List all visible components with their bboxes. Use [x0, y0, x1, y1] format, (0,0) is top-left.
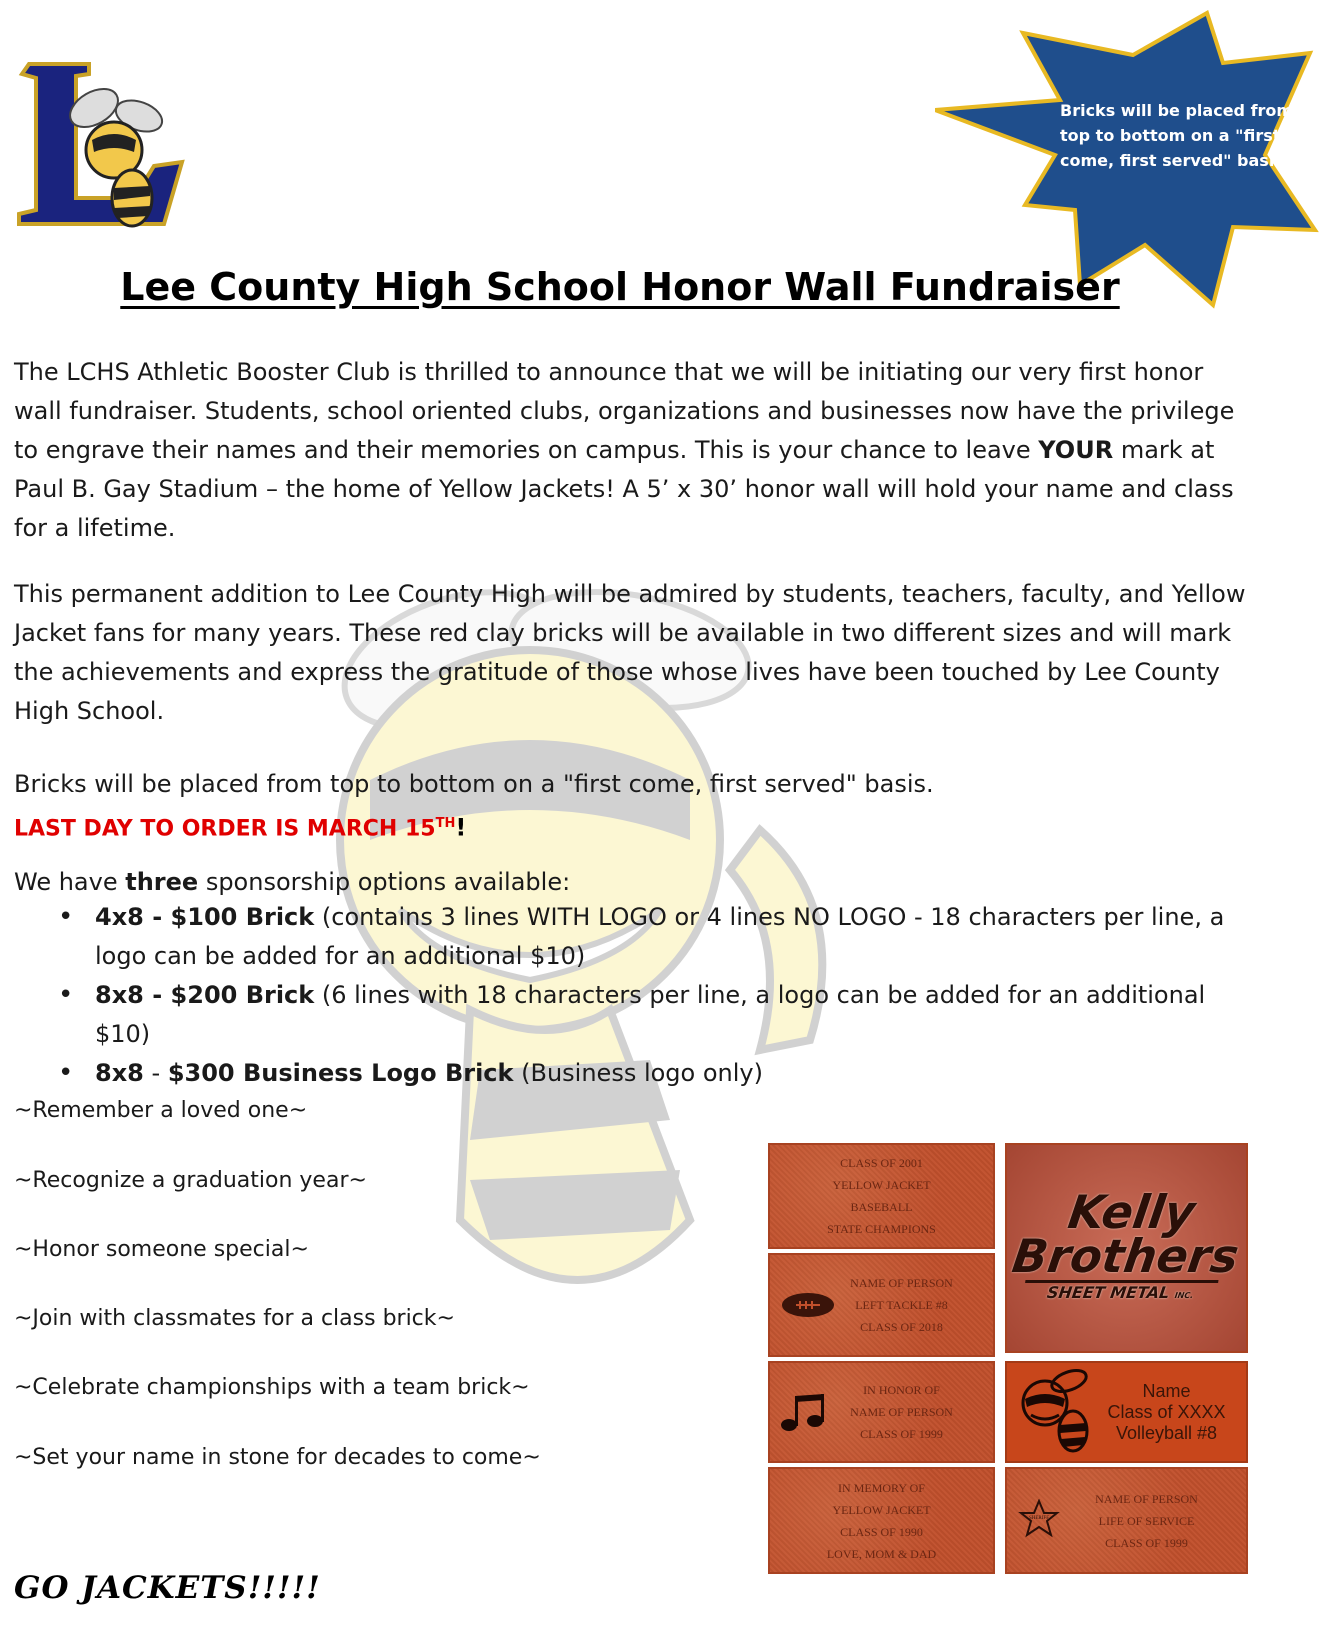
intro-paragraph [14, 353, 1254, 548]
description-paragraph: This permanent addition to Lee County High will be admired by students, teachers, faculty, and Yellow Jacket fans for many years. These red clay bricks will be available in two different sizes and will mark the achievements and express the gratitude of those whose lives have been touched by Lee County High School. [14, 580, 1246, 725]
brick-line: CLASS OF 1999 [860, 1427, 943, 1441]
options-intro-a: We have [14, 868, 126, 896]
placement-text: Bricks will be placed from top to bottom on a "first come, first served" basis. [14, 770, 934, 798]
brick-line: Class of XXXX [1107, 1401, 1226, 1422]
kelly-word: Kelly [1064, 1185, 1199, 1239]
option-business-detail: (Business logo only) [513, 1059, 763, 1087]
brick-line: LOVE, MOM & DAD [826, 1546, 937, 1561]
brick-line: Volleyball #8 [1115, 1422, 1218, 1443]
reason-item: ~Honor someone special~ [14, 1237, 309, 1262]
kelly-subline [1022, 1280, 1219, 1306]
option-4x8-price: 4x8 - $100 Brick [95, 903, 315, 931]
option-business-price: $300 Business Logo Brick [167, 1059, 514, 1087]
yellow-jacket-icon [1011, 1367, 1097, 1457]
brick-sample-business-logo [1005, 1143, 1248, 1353]
option-business-size: 8x8 [95, 1059, 144, 1087]
brick-line: CLASS OF 2001 [840, 1156, 923, 1170]
options-intro-three: three [125, 868, 199, 896]
option-8x8-price: 8x8 - $200 Brick [95, 981, 315, 1009]
sheriff-badge-text: SHERIFF [1028, 1515, 1049, 1521]
brick-line: Name [1142, 1380, 1191, 1401]
brothers-word: Brothers [1008, 1229, 1242, 1283]
brick-line: STATE CHAMPIONS [827, 1222, 936, 1236]
brick-sample-football [768, 1253, 995, 1357]
reason-item: ~Recognize a graduation year~ [14, 1168, 367, 1193]
brick-line: CLASS OF 1999 [1105, 1535, 1188, 1550]
brick-sample-music [768, 1361, 995, 1463]
brick-line: IN HONOR OF [863, 1383, 940, 1397]
reason-item: ~Remember a loved one~ [14, 1098, 308, 1123]
options-intro [14, 863, 1254, 902]
deadline-suffix: TH [435, 816, 456, 831]
brick-sample-volleyball [1005, 1361, 1248, 1463]
go-jackets-slogan: GO JACKETS!!!!! [14, 1570, 321, 1606]
inc-text: INC. [1173, 1291, 1194, 1300]
football-icon [780, 1291, 836, 1319]
deadline-text: LAST DAY TO ORDER IS MARCH 15 [14, 816, 436, 842]
reason-item: ~Celebrate championships with a team brick~ [14, 1375, 530, 1400]
brick-sample-baseball [768, 1143, 995, 1249]
reason-item: ~Set your name in stone for decades to come~ [14, 1445, 541, 1470]
brick-line: IN MEMORY OF [838, 1480, 925, 1495]
music-note-icon [780, 1392, 826, 1432]
order-deadline [14, 804, 1254, 848]
reason-item: ~Join with classmates for a class brick~ [14, 1306, 455, 1331]
starburst-text: Bricks will be placed from top to bottom on a "first come, first served" basis. [1060, 101, 1294, 170]
option-8x8-detail: (6 lines with 18 characters per line, a logo can be added for an additional $10) [95, 981, 1206, 1048]
sheet-metal-text: SHEET METAL [1045, 1283, 1171, 1302]
deadline-bang: ! [455, 813, 467, 842]
brick-line: BASEBALL [850, 1200, 913, 1214]
options-intro-b: sponsorship options available: [198, 868, 571, 896]
brick-line: NAME OF PERSON [850, 1405, 953, 1419]
option-4x8-detail: (contains 3 lines WITH LOGO or 4 lines NO LOGO - 18 characters per line, a logo can be added for an additional $10) [95, 903, 1225, 970]
option-4x8 [55, 898, 1235, 976]
brick-line: LIFE OF SERVICE [1098, 1513, 1195, 1528]
brick-line: CLASS OF 1990 [840, 1524, 923, 1539]
brick-line: NAME OF PERSON [850, 1276, 953, 1290]
brick-line: YELLOW JACKET [832, 1502, 931, 1517]
brick-line: LEFT TACKLE #8 [855, 1298, 948, 1312]
intro-emphasis-your: YOUR [1038, 436, 1114, 464]
intro-text-b: mark at Paul B. Gay Stadium – the home of Yellow Jackets! A 5’ x 30’ honor wall will hold your name and class for a lifetime. [14, 436, 1234, 542]
brick-line: YELLOW JACKET [832, 1178, 931, 1192]
placement-paragraph [14, 765, 1254, 848]
option-8x8 [55, 976, 1235, 1054]
brick-sample-memory [768, 1467, 995, 1574]
intro-text-a: The LCHS Athletic Booster Club is thrilled to announce that we will be initiating our very first honor wall fundraiser. Students, school oriented clubs, organizations and businesses now have the privilege to engrave their names and their memories on campus. This is your chance to leave [14, 358, 1235, 464]
option-business-sep: - [143, 1059, 168, 1087]
brick-line: CLASS OF 2018 [860, 1320, 943, 1334]
lchs-logo [14, 58, 189, 230]
brick-sample-service [1005, 1467, 1248, 1574]
sponsorship-options [55, 898, 1235, 1093]
page-title: Lee County High School Honor Wall Fundraiser [120, 265, 1120, 309]
brick-line: NAME OF PERSON [1095, 1491, 1198, 1506]
option-business [55, 1054, 1235, 1093]
sheriff-badge [1017, 1499, 1061, 1543]
